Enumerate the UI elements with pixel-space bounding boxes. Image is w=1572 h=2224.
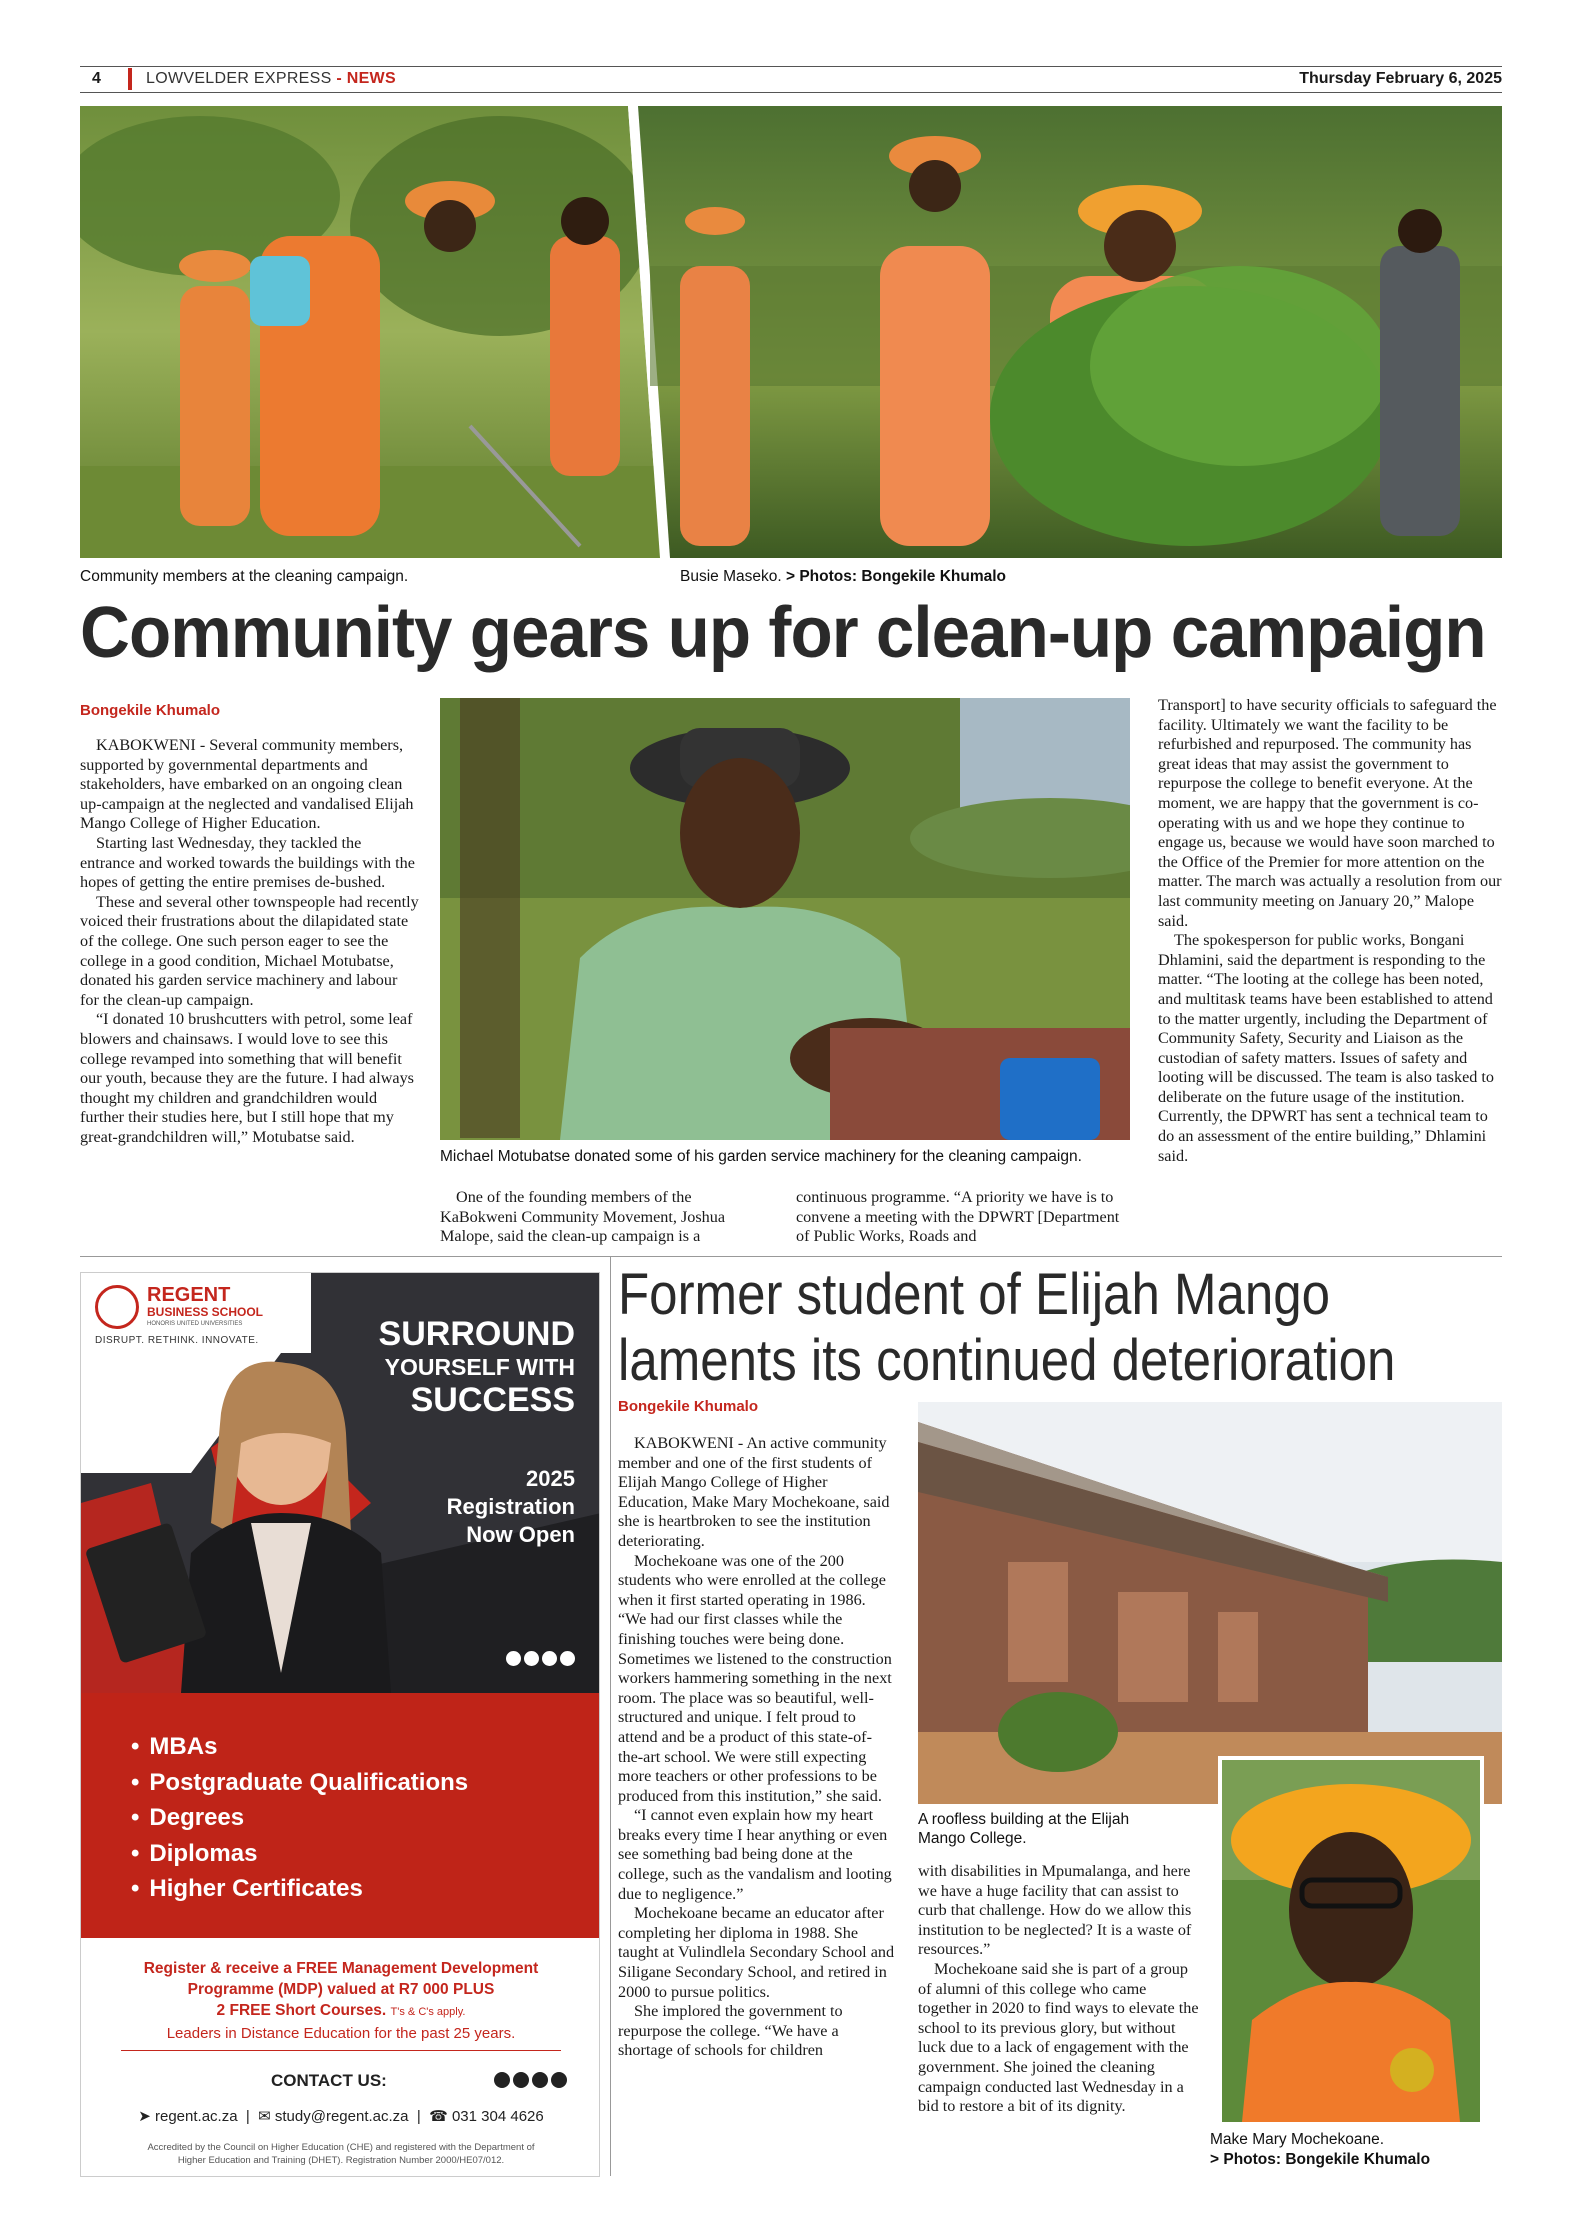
caption-right-name: Busie Maseko. <box>680 568 782 585</box>
cleaning-campaign-photos <box>80 106 1502 558</box>
ad-website[interactable]: regent.ac.za <box>155 2108 238 2125</box>
article1-paragraph: The spokesperson for public works, Bongani Dhlamini, said the department is responding to the matter. “The looting at the college has been noted, and multitask teams have been established to attend to the matter urgently, including the Department of Community Safety, Security and Liaison as the custodian of safety matters. Issues of safety and looting will be discussed. The team is also tasked to deliberate on the future usage of the institution. Currently, the DPWRT has sent a technical team to do an assessment of the entire building,” Dhlamini said. <box>1158 931 1494 1165</box>
building-photo-caption: A roofless building at the Elijah Mango College. <box>918 1811 1130 1847</box>
ad-brand-sub: BUSINESS SCHOOL <box>147 1305 264 1319</box>
article1-paragraph: KABOKWENI - Several community members, supported by governmental departments and stakeholders, have embarked on an ongoing clean up-campaign at the neglected and vandalised Elijah Mango College of Higher Education. <box>80 736 414 833</box>
article2-headline <box>618 1262 1395 1394</box>
youtube-icon[interactable] <box>560 1651 575 1666</box>
programme-item: • Postgraduate Qualifications <box>131 1765 600 1801</box>
article1-column-2 <box>440 1188 770 1247</box>
publication-title: LOWVELDER EXPRESS <box>146 70 332 87</box>
article2-paragraph: She implored the government to repurpose the college. “We have a shortage of schools for children <box>618 2002 843 2060</box>
ad-promo-line: Register & receive a FREE Management Development <box>143 1960 539 1977</box>
ad-accreditation-line: Higher Education and Training (DHET). Registration Number 2000/HE07/012. <box>177 2155 505 2166</box>
page-header <box>80 68 1502 92</box>
header-separator: - <box>331 70 347 87</box>
section-name: NEWS <box>346 70 396 87</box>
ad-accreditation-line: Accredited by the Council on Higher Education (CHE) and registered with the Department of <box>147 2142 535 2153</box>
ad-promo-line: 2 FREE Short Courses. <box>216 2002 387 2019</box>
article2-byline: Bongekile Khumalo <box>618 1398 759 1415</box>
regent-logo-icon <box>95 1285 139 1329</box>
ad-headline-line: SURROUND <box>378 1315 575 1353</box>
cursor-icon: ➤ <box>138 2108 151 2125</box>
header-rule-bottom <box>80 92 1502 93</box>
programme-item: • Diplomas <box>131 1836 600 1872</box>
portrait-photo-graphic <box>440 698 1130 1140</box>
article1-paragraph: These and several other townspeople had recently voiced their frustrations about the dilapidated state of the college. One such person eager to see the college in a good condition, Michael Motubatse, donated his garden service machinery and labour for the clean-up campaign. <box>80 892 419 1009</box>
ad-contact-details: ➤ regent.ac.za | ✉ study@regent.ac.za | ☎ 031 304 4626 <box>138 2108 544 2125</box>
top-photo-caption-right <box>680 568 1006 586</box>
article2-paragraph: with disabilities in Mpumalanga, and here we have a huge facility that can assist to curb that challenge. How do we allow this institution to be neglected? It is a waste of resources.” <box>918 1862 1192 1959</box>
header-rule-top <box>80 66 1502 67</box>
article1-paragraph: continuous programme. “A priority we have is to convene a meeting with the DPWRT [Department of Public Works, Roads and <box>796 1188 1120 1246</box>
programme-list <box>81 1693 600 1907</box>
ad-phone[interactable]: 031 304 4626 <box>451 2108 544 2125</box>
issue-date: Thursday February 6, 2025 <box>1299 70 1502 87</box>
ad-contact-row <box>81 2065 600 2099</box>
ad-promo-terms: T's & C's apply. <box>390 2006 466 2018</box>
ad-brand: REGENT <box>147 1284 231 1306</box>
page-number: 4 <box>92 70 101 87</box>
facebook-icon[interactable] <box>494 2072 510 2088</box>
mail-icon: ✉ <box>258 2108 271 2125</box>
article2-column-1 <box>618 1434 896 2061</box>
ad-footer <box>81 1938 600 2177</box>
article2-paragraph: “I cannot even explain how my heart breaks every time I hear anything or even see something bad being done at the college, such as the vandalism and looting due to negligence.” <box>618 1806 892 1903</box>
building-photo-graphic <box>918 1402 1502 1804</box>
ad-contact-label: CONTACT US: <box>271 2071 387 2090</box>
article1-headline: Community gears up for clean-up campaign <box>80 593 1486 673</box>
article-divider <box>80 1256 1502 1257</box>
article2-paragraph: Mochekoane said she is part of a group of alumni of this college who came together in 2020 to find ways to elevate the school to its previous glory, but without luck due to a lack of engagement with the government. She joined the cleaning campaign conducted last Wednesday in a bid to restore a bit of its dignity. <box>918 1959 1199 2116</box>
michael-photo-caption: Michael Motubatse donated some of his garden service machinery for the cleaning campaign. <box>440 1148 1082 1165</box>
phone-icon: ☎ <box>429 2108 448 2125</box>
top-photo-strip <box>80 106 1502 558</box>
article1-column-1 <box>80 736 420 1147</box>
article1-byline: Bongekile Khumalo <box>80 702 221 719</box>
regent-advertisement[interactable] <box>80 1272 600 2177</box>
ad-promo <box>81 1938 600 2023</box>
twitter-icon[interactable] <box>532 2072 548 2088</box>
ad-promo-line: Programme (MDP) valued at R7 000 PLUS <box>187 1981 495 1998</box>
article1-paragraph: Transport] to have security officials to safeguard the facility. Ultimately we want the facility to be refurbished and repurposed. The community has great ideas that may assist the government to repurpose the college to benefit everyone. At the moment, we are happy that the government is co-operating with us and we hope they continue to engage us, because we would have soon marched to the Office of the Premier for more attention on the matter. The march was actually a resolution from our last community meeting on January 20,” Malope said. <box>1158 696 1502 930</box>
article2-paragraph: Mochekoane became an educator after completing her diploma in 1988. She taught at Vulindlela Secondary School and Siligane Secondary School, and retired in 2000 to pursue politics. <box>618 1904 895 2001</box>
ad-email[interactable]: study@regent.ac.za <box>274 2108 409 2125</box>
header-accent-bar <box>128 68 132 90</box>
ad-reg-line: Registration <box>446 1494 575 1519</box>
article2-column-2 <box>918 1862 1202 2117</box>
article2-headline-line: laments its continued deterioration <box>618 1328 1396 1393</box>
ad-slogan: DISRUPT. RETHINK. INNOVATE. <box>95 1335 259 1346</box>
michael-motubatse-photo <box>440 698 1130 1140</box>
ad-accreditation <box>81 2141 600 2167</box>
ad-headline-line: YOURSELF WITH <box>384 1354 575 1380</box>
ad-footer-rule <box>121 2050 561 2051</box>
linkedin-icon[interactable] <box>551 2072 567 2088</box>
mochekoane-portrait-graphic <box>1222 1760 1480 2122</box>
x-icon[interactable] <box>524 1651 539 1666</box>
instagram-icon[interactable] <box>513 2072 529 2088</box>
article2-paragraph: Mochekoane was one of the 200 students who were enrolled at the college when it first started operating in 1986. “We had our first classes while the finishing touches were being done. Sometimes we listened to the construction workers hammering something in the next room. The place was so beautiful, well-structured and unique. I felt proud to attend and be a product of this state-of-the-art school. We were still expecting more teachers or other professions to be produced from this institution,” she said. <box>618 1551 892 1805</box>
ad-registration <box>447 1465 575 1549</box>
article2-headline-line: Former student of Elijah Mango <box>618 1262 1331 1327</box>
ad-headline-line: SUCCESS <box>410 1381 575 1419</box>
portrait-caption-credit: > Photos: Bongekile Khumalo <box>1210 2151 1431 2168</box>
portrait-caption <box>1210 2130 1430 2170</box>
programme-item: • Higher Certificates <box>131 1871 600 1907</box>
ad-leaders: Leaders in Distance Education for the past 25 years. <box>166 2025 516 2042</box>
article1-paragraph: One of the founding members of the KaBokweni Community Movement, Joshua Malope, said the clean-up campaign is a <box>440 1188 726 1246</box>
ad-brand-tag: HONORIS UNITED UNIVERSITIES <box>147 1321 243 1327</box>
ad-social-icons <box>503 1651 575 1671</box>
caption-right-credit: > Photos: Bongekile Khumalo <box>785 568 1007 585</box>
programme-item: • Degrees <box>131 1800 600 1836</box>
ad-year: 2025 <box>526 1466 575 1491</box>
portrait-caption-name: Make Mary Mochekoane. <box>1210 2131 1385 2148</box>
publication-name <box>146 70 396 88</box>
article1-column-3 <box>796 1188 1130 1247</box>
ad-hero <box>81 1273 600 1693</box>
ad-programmes <box>81 1693 600 1938</box>
ad-reg-line: Now Open <box>466 1522 575 1547</box>
instagram-icon[interactable] <box>542 1651 557 1666</box>
article2-paragraph: KABOKWENI - An active community member and one of the first students of Elijah Mango College of Higher Education, Make Mary Mochekoane, said she is heartbroken to see the institution deteriorating. <box>618 1434 890 1550</box>
programme-item: • MBAs <box>131 1729 600 1765</box>
mary-mochekoane-photo <box>1218 1756 1484 2126</box>
article1-paragraph: Starting last Wednesday, they tackled the entrance and worked towards the buildings with the hopes of getting the entire premises de-bushed. <box>80 833 415 892</box>
ad-column-divider <box>610 1256 611 2176</box>
top-photo-caption-left: Community members at the cleaning campaign. <box>80 568 409 585</box>
facebook-icon[interactable] <box>506 1651 521 1666</box>
ad-headline <box>379 1315 575 1419</box>
roofless-building-photo <box>918 1402 1502 1804</box>
ad-contact-social <box>491 2071 567 2089</box>
article1-paragraph: “I donated 10 brushcutters with petrol, some leaf blowers and chainsaws. I would love to see this college revamped into something that will benefit our youth, because they are the future. I had always thought my children and grandchildren would further their studies here, but I still hope that my great-grandchildren will,” Motubatse said. <box>80 1010 414 1146</box>
article1-column-4 <box>1158 696 1502 1166</box>
